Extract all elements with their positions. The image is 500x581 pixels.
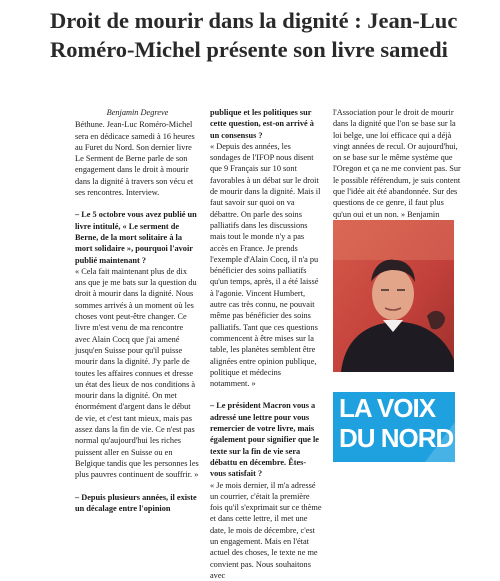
answer-3-continued: l'Association pour le droit de mourir dans la dignité que l'on se base sur la loi belge, une loi efficace qui a déjà vingt années de recul. Or aujourd'hui, on se base sur le même système que l'Oregon et ça ne me convient pas. Sur le possible référendum, je suis content que l'idée ait été abandonnée. Sur des questions de ce genre, il faut plus qu'un oui et un non. » Benjamin: [333, 107, 461, 231]
article-column-2: [210, 107, 322, 581]
question-2-start: – Depuis plusieurs années, il existe un décalage entre l'opinion: [75, 492, 200, 515]
article-headline: Droit de mourir dans la dignité : Jean-Luc Roméro-Michel présente son livre samedi: [50, 6, 470, 64]
logo-line-2: DU NORD: [339, 424, 453, 452]
answer-3: « Je mois dernier, il m'a adressé un courrier, c'était la première fois qu'il s'exprimait sur ce thème et dans cette lettre, il met une date, le mois de décembre, c'est un engagement. Mais en l'état actuel des choses, le texte ne me convient pas. Nous souhaitons avec: [210, 480, 322, 581]
answer-1: « Cela fait maintenant plus de dix ans que je me bats sur la question du droit à mourir dans la dignité. Nous sommes arrivés à un moment où les choses vont peut-être changer. Ce livre m'est venu de ma rencontre avec Alain Cocq que j'ai amené jusqu'en Suisse pour qu'il puisse mourir dans la dignité. J'y parle de toutes les affaires connues et dresse un état des lieux de nos conditions à mourir dans la dignité. On met énormément d'argent dans le début de vie, et c'est tant mieux, mais pas assez dans la fin de vie. Ce n'est pas normal qu'aujourd'hui les riches puissent aller en Suisse ou en Belgique tandis que les personnes les plus pauvres continuent de souffrir. »: [75, 266, 200, 481]
question-1: – Le 5 octobre vous avez publié un livre intitulé, « Le serment de Berne, de la mort solitaire à la mort solidaire », pourquoi l'avoir publié maintenant ?: [75, 209, 200, 265]
answer-2: « Depuis des années, les sondages de l'IFOP nous disent que 9 Français sur 10 sont favorables à un débat sur le droit de mourir dans la dignité. Mais il faut savoir sur quoi on va débattre. On parle des soins palliatifs dans les discussions mais tout le monde n'y a pas accès en France. Je prends l'exemple d'Alain Cocq, il n'a pu bénéficier des soins palliatifs qu'un temps, après, il a été laissé à l'agonie. Vincent Humbert, autre cas très connu, ne pouvait même pas bénéficier des soins palliatifs. Tant que ces questions commencent à être mises sur la table, les planètes semblent être alignées entre opinion publique, politique et médecins notamment. »: [210, 141, 322, 390]
portrait-image: [333, 220, 454, 372]
article-intro: Béthune. Jean-Luc Roméro-Michel sera en dédicace samedi à 16 heures au Furet du Nord. Son dernier livre Le Serment de Berne parle de son engagement dans le droit à mourir dans la dignité à travers son vécu et ses rencontres. Interview.: [75, 119, 200, 198]
question-3: – Le président Macron vous a adressé une lettre pour vous remercier de votre livre, mais également pour signifier que le texte sur la fin de vie sera débattu en décembre. Êtes-vous satisfait ?: [210, 400, 322, 479]
logo-line-1: LA VOIX: [339, 394, 435, 422]
logo-stripe-decoration: [333, 392, 455, 462]
article-column-3: [333, 107, 461, 231]
portrait-photo: [333, 220, 454, 372]
question-2-end: publique et les politiques sur cette question, est-on arrivé à un consensus ?: [210, 107, 322, 141]
byline-author: Benjamin Degreve: [75, 107, 200, 118]
article-column-1: [75, 107, 200, 514]
la-voix-du-nord-logo: [333, 392, 455, 462]
